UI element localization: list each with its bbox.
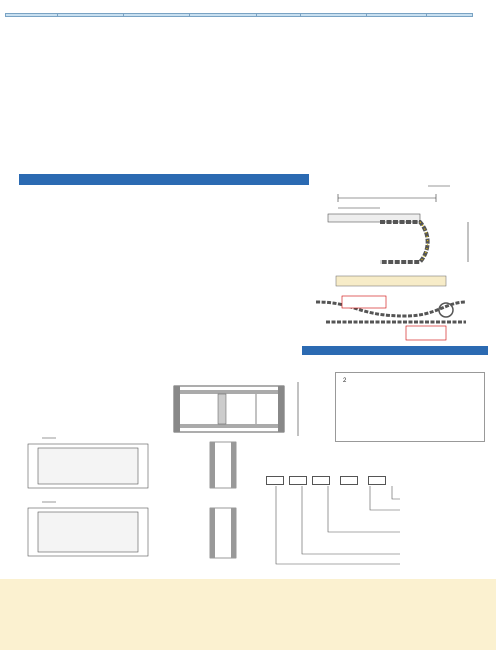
col-outside	[123, 14, 189, 17]
col-pitch	[257, 14, 301, 17]
note-bar	[19, 174, 309, 185]
footer-description	[0, 579, 496, 650]
formula-fraction	[343, 377, 346, 384]
side-profile-b	[200, 500, 246, 562]
col-radius	[189, 14, 257, 17]
top-view-diagram-a	[8, 434, 158, 492]
order-box-width	[312, 476, 330, 485]
formula-box	[335, 372, 485, 442]
order-box-radius	[289, 476, 307, 485]
formula-denominator: 2	[343, 378, 347, 384]
col-b1	[427, 14, 473, 17]
long-travel-diagram	[296, 272, 490, 358]
side-diagram	[318, 178, 490, 268]
order-box-model	[266, 476, 284, 485]
order-leader-lines	[266, 486, 402, 566]
order-box-qty	[368, 476, 386, 485]
formula-eq	[342, 377, 478, 384]
spec-table	[5, 13, 473, 17]
order-box-length	[340, 476, 358, 485]
order-form-row	[266, 476, 386, 485]
col-type	[367, 14, 427, 17]
table-header-row	[6, 14, 473, 17]
top-view-diagram-b	[8, 498, 158, 560]
col-model	[6, 14, 58, 17]
col-support	[301, 14, 367, 17]
chain-photo	[20, 192, 290, 392]
col-inside	[57, 14, 123, 17]
side-profile-a	[200, 434, 246, 492]
